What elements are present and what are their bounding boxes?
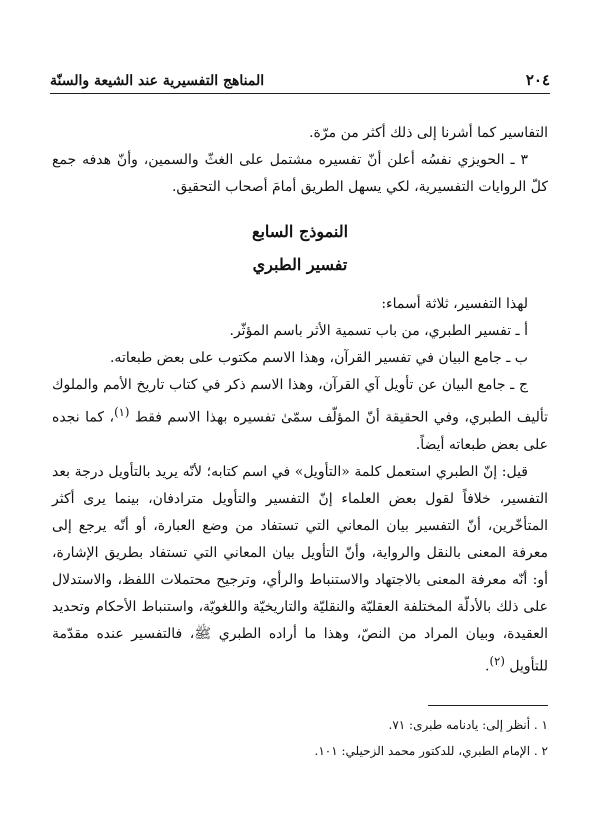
name-c [52,372,548,459]
footnote-2: ٢ . الإمام الطبري، للدكتور محمد الزحيلي: ١٠١. [314,744,548,758]
names-intro: لهذا التفسير، ثلاثة أسماء: [381,296,528,312]
footnote-1: ١ . أنظر إلى: يادنامه طبرى: ٧١. [388,718,548,732]
main-paragraph-text: قيل: إنّ الطبري استعمل كلمة «التأويل» في اسم كتابه؛ لأنّه يريد بالتأويل درجة بعد التفسير، خلافاً لقول بعض العلماء إنّ التفسير والتأويل مترادفان، بينما يرى أكثر المتأخّرين، أنّ التفسير بيان المعاني التي تستفاد من وضع العبارة، أو أنّه يرجع إلى معرفة المعنى بالنقل والرواية، وأنّ التأويل بيان المعاني التي تستفاد بطريق الإشارة، أو: أنّه معرفة المعنى بالاجتهاد والاستنباط والرأي، وترجيح محتملات اللفظ، والاستدلال على ذلك بالأدلّة المختلفة العقليّة والنقليّة والتاريخيّة واللغويّة، واستنباط الأحكام وتحديد العقيدة، وبيان المراد من النصّ، وهذا ما أراده الطبري ﷺ، فالتفسير عنده مقدّمة للتأويل [52,463,548,675]
name-b: ب ـ جامع البيان في تفسير القرآن، وهذا الاسم مكتوب على بعض طبعاته. [109,350,528,366]
footnotes [52,712,548,764]
name-c-text: ج ـ جامع البيان عن تأويل آي القرآن، وهذا الاسم ذكر في كتاب تاريخ الأمم والملوك تأليف الطبري، وفي الحقيقة أنّ المؤلّف سمّىٰ تفسيره بهذا الاسم فقط [52,377,549,426]
page-header [50,68,550,94]
footnote-ref-1: (١) [114,405,130,419]
name-a: أ ـ تفسير الطبري، من باب تسمية الأثر باسم المؤثّر. [229,323,528,339]
name-c-end: ، كما نجده على بعض طبعاته أيضاً. [52,409,548,453]
point-3-paragraph: ٣ ـ الحويزي نفسُه أعلن أنّ تفسيره مشتمل على الغثّ والسمين، وأنّ هدفه جمع كلّ الروايات التفسيرية، لكي يسهل الطريق أمامَ أصحاب التحقيق. [52,152,548,195]
footnote-ref-2: (٢) [489,653,505,668]
page-number: ٢٠٤ [525,71,550,89]
main-paragraph-end: . [485,658,490,675]
main-paragraph [52,459,548,681]
section-title: النموذج السابع [251,222,349,241]
page-body [52,120,548,680]
section-subtitle: تفسير الطبري [252,255,348,274]
footnote-divider [428,705,548,706]
intro-line: التفاسير كما أشرنا إلى ذلك أكثر من مرّة. [309,125,548,141]
running-title: المناهج التفسيرية عند الشيعة والسنّة [50,73,265,89]
